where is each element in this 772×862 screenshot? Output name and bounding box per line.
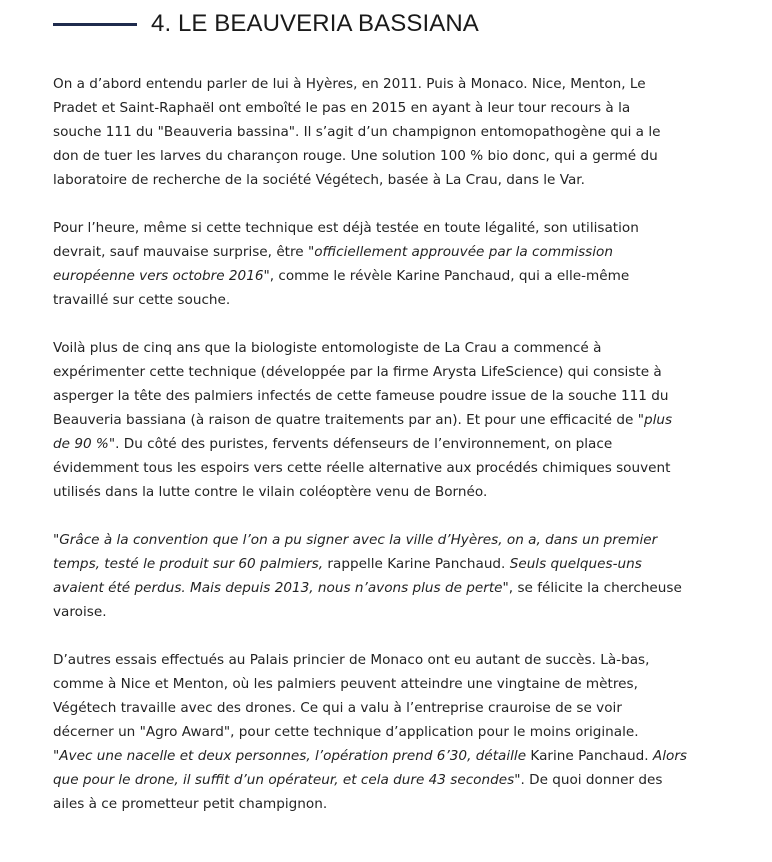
- section-heading: [53, 6, 479, 42]
- paragraph: [53, 336, 673, 504]
- text-line: [53, 576, 682, 600]
- body-text: devrait, sauf mauvaise surprise, être: [53, 244, 308, 260]
- quote-text: Seuls quelques-uns: [509, 556, 642, 572]
- quote-text: de 90 %": [53, 436, 116, 452]
- body-text: . De quoi donner des: [520, 772, 663, 788]
- body-text: Végétech travaille avec des drones. Ce qui a valu à l’entreprise crauroise de se voir: [53, 700, 622, 716]
- text-line: [53, 168, 657, 192]
- text-line: [53, 432, 657, 456]
- paragraph: [53, 216, 657, 312]
- text-line: [53, 696, 657, 720]
- text-line: [53, 480, 657, 504]
- text-line: [53, 792, 657, 816]
- quote-text: Alors: [652, 748, 687, 764]
- quote-text: temps, testé le produit sur 60 palmiers,: [53, 556, 324, 572]
- body-text: On a d’abord entendu parler de lui à Hyères, en 2011. Puis à Monaco. Nice, Menton, Le: [53, 76, 646, 92]
- section-title: 4. LE BEAUVERIA BASSIANA: [151, 10, 479, 37]
- text-line: [53, 240, 657, 264]
- body-text: expérimenter cette technique (développée par la firme Arysta LifeScience) qui consiste à: [53, 364, 662, 380]
- text-line: [53, 72, 657, 96]
- body-text: évidemment tous les espoirs vers cette réelle alternative aux procédés chimiques souvent: [53, 460, 671, 476]
- body-text: D’autres essais effectués au Palais princier de Monaco ont eu autant de succès. Là-bas,: [53, 652, 650, 668]
- quote-text: "Avec une nacelle et deux personnes, l’opération prend 6’30, détaille: [53, 748, 527, 764]
- quote-text: "officiellement approuvée par la commission: [307, 244, 613, 260]
- text-line: [53, 720, 657, 744]
- text-line: [53, 384, 669, 408]
- quote-text: "plus: [637, 412, 673, 428]
- paragraph: [53, 72, 661, 192]
- text-line: [53, 552, 657, 576]
- body-text: laboratoire de recherche de la société Végétech, basée à La Crau, dans le Var.: [53, 172, 585, 188]
- quote-text: européenne vers octobre 2016": [53, 268, 270, 284]
- text-line: [53, 456, 671, 480]
- text-line: [53, 528, 657, 552]
- body-text: comme à Nice et Menton, où les palmiers peuvent atteindre une vingtaine de mètres,: [53, 676, 638, 692]
- text-line: [53, 120, 661, 144]
- body-text: souche 111 du "Beauveria bassina". Il s’agit d’un champignon entomopathogène qui a le: [53, 124, 661, 140]
- body-text: , comme le révèle Karine Panchaud, qui a elle-même: [269, 268, 630, 284]
- text-line: [53, 144, 657, 168]
- body-text: asperger la tête des palmiers infectés de cette fameuse poudre issue de la souche 111 du: [53, 388, 669, 404]
- body-text: Voilà plus de cinq ans que la biologiste entomologiste de La Crau a commencé à: [53, 340, 602, 356]
- body-text: Pour l’heure, même si cette technique est déjà testée en toute légalité, son utilisation: [53, 220, 639, 236]
- body-text: Pradet et Saint-Raphaël ont emboîté le pas en 2015 en ayant à leur tour recours à la: [53, 100, 631, 116]
- text-line: [53, 672, 657, 696]
- text-line: [53, 264, 657, 288]
- body-text: . Du côté des puristes, fervents défenseurs de l’environnement, on place: [115, 436, 613, 452]
- quote-text: "Grâce à la convention que l’on a pu signer avec la ville d’Hyères, on a, dans un premier: [53, 532, 658, 548]
- body-text: rappelle Karine Panchaud.: [323, 556, 510, 572]
- body-text: varoise.: [53, 604, 107, 620]
- text-line: [53, 360, 662, 384]
- text-line: [53, 96, 657, 120]
- text-line: [53, 288, 657, 312]
- text-line: [53, 600, 657, 624]
- body-text: utilisés dans la lutte contre le vilain coléoptère venu de Bornéo.: [53, 484, 488, 500]
- body-text: ailes à ce prometteur petit champignon.: [53, 796, 328, 812]
- article-body: [53, 72, 687, 840]
- text-line: [53, 216, 657, 240]
- paragraph: [53, 648, 687, 816]
- text-line: [53, 744, 687, 768]
- paragraph: [53, 528, 682, 624]
- body-text: don de tuer les larves du charançon rouge. Une solution 100 % bio donc, qui a germé du: [53, 148, 658, 164]
- quote-text: que pour le drone, il suffit d’un opérateur, et cela dure 43 secondes": [53, 772, 521, 788]
- body-text: Beauveria bassiana (à raison de quatre traitements par an). Et pour une efficacité de: [53, 412, 638, 428]
- body-text: , se félicite la chercheuse: [508, 580, 682, 596]
- body-text: Karine Panchaud.: [526, 748, 653, 764]
- body-text: travaillé sur cette souche.: [53, 292, 231, 308]
- body-text: décerner un "Agro Award", pour cette technique d’application pour le moins originale.: [53, 724, 639, 740]
- text-line: [53, 768, 663, 792]
- text-line: [53, 336, 657, 360]
- heading-rule: [53, 23, 137, 26]
- text-line: [53, 648, 657, 672]
- text-line: [53, 408, 673, 432]
- quote-text: avaient été perdus. Mais depuis 2013, nous n’avons plus de perte": [53, 580, 509, 596]
